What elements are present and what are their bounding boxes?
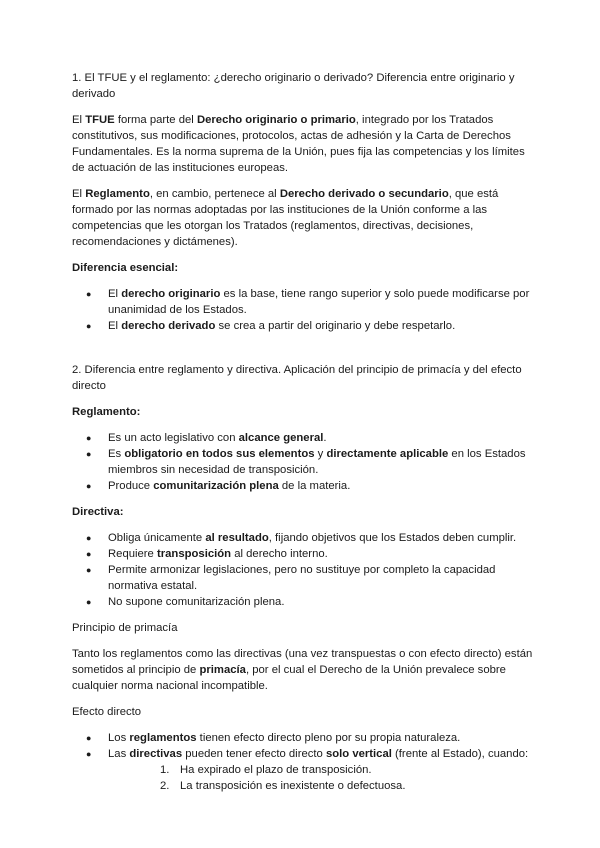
text-run: La transposición es inexistente o defectuosa. [180,780,406,792]
bold-term: reglamentos [129,732,197,744]
item-number: 1. [160,764,170,776]
text-run: Permite armonizar legislaciones, pero no sustituye por completo la capacidad normativa estatal. [108,564,496,592]
list-item [72,530,540,546]
text-run: Produce [108,480,154,492]
text-run: Las [108,748,130,760]
directiva-label: Directiva: [72,506,124,518]
list-item [72,318,540,334]
text-run: se crea a partir del originario y debe respetarlo. [215,320,456,332]
bold-term-tfue: TFUE [85,114,115,126]
text-run: (frente al Estado), cuando: [391,748,529,760]
text-run: El [108,288,122,300]
list-item [72,546,540,562]
text-run: es la base, tiene rango superior y solo puede modificarse por unanimidad de los Estados. [108,288,530,316]
text-run: Ha expirado el plazo de transposición. [180,764,372,776]
primacia-paragraph [72,646,540,694]
reglamento-paragraph [72,186,540,250]
list-item [72,562,540,594]
numbered-item [108,762,540,778]
text-run: pueden tener efecto directo [182,748,326,760]
list-item [72,478,540,494]
bold-term: solo vertical [325,748,392,760]
list-item [72,286,540,318]
item-number: 2. [160,780,170,792]
bold-term: al resultado [205,532,269,544]
bold-term: derecho originario [121,288,221,300]
bold-term-derecho-derivado: Derecho derivado o secundario [279,188,449,200]
bold-term: alcance general [238,432,324,444]
diferencia-list [72,286,540,334]
list-item [72,594,540,610]
text-run: , fijando objetivos que los Estados deben cumplir. [268,532,517,544]
primacia-title: Principio de primacía [72,622,178,634]
directiva-list [72,530,540,610]
text-run: de la materia. [278,480,351,492]
text-run: , que está formado por las normas adoptadas por las instituciones de la Unión conforme a las competencias que les otorgan los Tratados (reglamentos, directivas, decisiones, recomendaciones y dictámenes). [72,188,499,248]
bold-term-derecho-originario: Derecho originario o primario [196,114,356,126]
list-item [72,430,540,446]
text-run: El [72,188,86,200]
text-run: Es un acto legislativo con [108,432,239,444]
text-run: tienen efecto directo pleno por su propia naturaleza. [196,732,461,744]
bold-term: transposición [156,548,232,560]
bold-term: comunitarización plena [153,480,279,492]
list-item [72,746,540,794]
text-run: El [108,320,122,332]
text-run: . [323,432,327,444]
bold-term: directamente aplicable [326,448,449,460]
section-2-heading: 2. Diferencia entre reglamento y directiva. Aplicación del principio de primacía y del efecto directo [72,364,522,392]
text-run: en los Estados miembros sin necesidad de transposición. [108,448,526,476]
text-run: Obliga únicamente [108,532,206,544]
list-item [72,446,540,478]
diferencia-label: Diferencia esencial: [72,262,179,274]
text-run: Los [108,732,130,744]
text-run: , en cambio, pertenece al [149,188,280,200]
text-run: forma parte del [114,114,197,126]
text-run: , integrado por los Tratados constitutivos, sus modificaciones, protocolos, actas de adhesión y la Carta de Derechos Fundamentales. Es la norma suprema de la Unión, pues fija las competencias y los límites de actuación de las instituciones europeas. [72,114,525,174]
section-1-heading: 1. El TFUE y el reglamento: ¿derecho originario o derivado? Diferencia entre originario y derivado [72,72,515,100]
efecto-title: Efecto directo [72,706,142,718]
reglamento-list [72,430,540,494]
text-run: al derecho interno. [231,548,328,560]
tfue-paragraph [72,112,540,176]
text-run: Tanto los reglamentos como las directivas (una vez transpuestas o con efecto directo) están sometidos al principio de [72,648,533,676]
bold-term: directivas [129,748,183,760]
section-spacer [72,344,540,362]
bold-term: obligatorio en todos sus elementos [124,448,315,460]
bold-term: derecho derivado [121,320,216,332]
text-run: y [314,448,327,460]
text-run: Es [108,448,125,460]
text-run: , por el cual el Derecho de la Unión prevalece sobre cualquier norma nacional incompatible. [72,664,506,692]
list-item [72,730,540,746]
bold-term-primacia: primacía [199,664,246,676]
text-run: Requiere [108,548,157,560]
efecto-list [72,730,540,794]
text-run: No supone comunitarización plena. [108,596,285,608]
reglamento-label: Reglamento: [72,406,141,418]
bold-term-reglamento: Reglamento [85,188,150,200]
numbered-sublist [108,762,540,794]
numbered-item [108,778,540,794]
text-run: El [72,114,86,126]
